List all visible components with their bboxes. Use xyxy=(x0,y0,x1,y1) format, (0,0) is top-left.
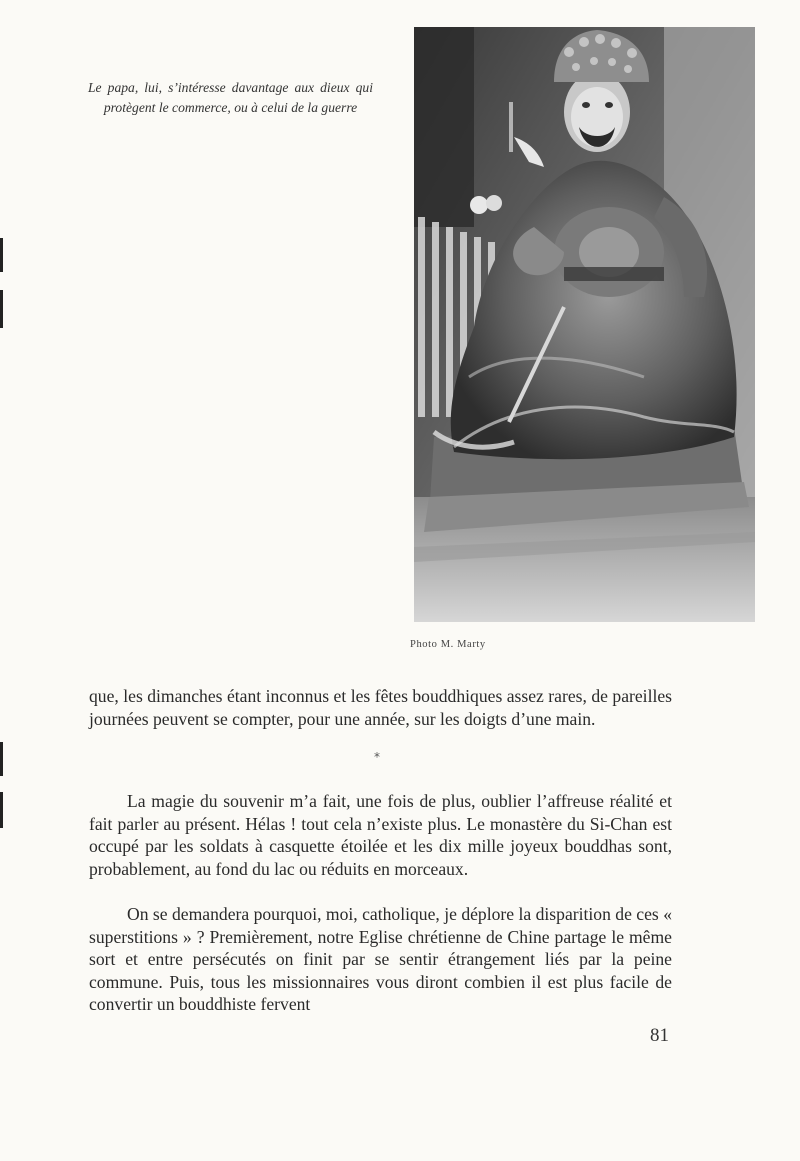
section-separator: * xyxy=(374,750,380,764)
photo-caption: Le papa, lui, s’intéresse davantage aux dieux qui protègent le commerce, ou à celui de la guerre xyxy=(88,80,373,115)
photo-credit: Photo M. Marty xyxy=(410,639,486,650)
paragraph: On se demandera pourquoi, moi, catholique, je déplore la disparition de ces « superstitions » ? Premièrement, notre Eglise chrétienne de Chine partage le même sort et entre persécutés on finit par se sentir étrangement liés par la peine commune. Puis, tous les missionnaires vous diront combien il est plus facile de convertir un bouddhiste fervent xyxy=(89,904,672,1014)
page-number: 81 xyxy=(650,1025,669,1046)
paragraph: que, les dimanches étant inconnus et les fêtes bouddhiques assez rares, de pareilles journées peuvent se compter, pour une année, sur les doigts d’une main. xyxy=(89,686,672,729)
paragraph: La magie du souvenir m’a fait, une fois de plus, oublier l’affreuse réalité et fait parler au présent. Hélas ! tout cela n’existe plus. Le monastère du Si-Chan est occupé par les soldats à casquette étoilée et les dix mille joyeux bouddhas sont, probablement, au fond du lac ou réduits en morceaux. xyxy=(89,791,672,879)
binding-mark xyxy=(0,290,3,328)
binding-mark xyxy=(0,238,3,272)
binding-mark xyxy=(0,742,3,776)
statue-photo xyxy=(414,27,755,622)
binding-mark xyxy=(0,792,3,828)
